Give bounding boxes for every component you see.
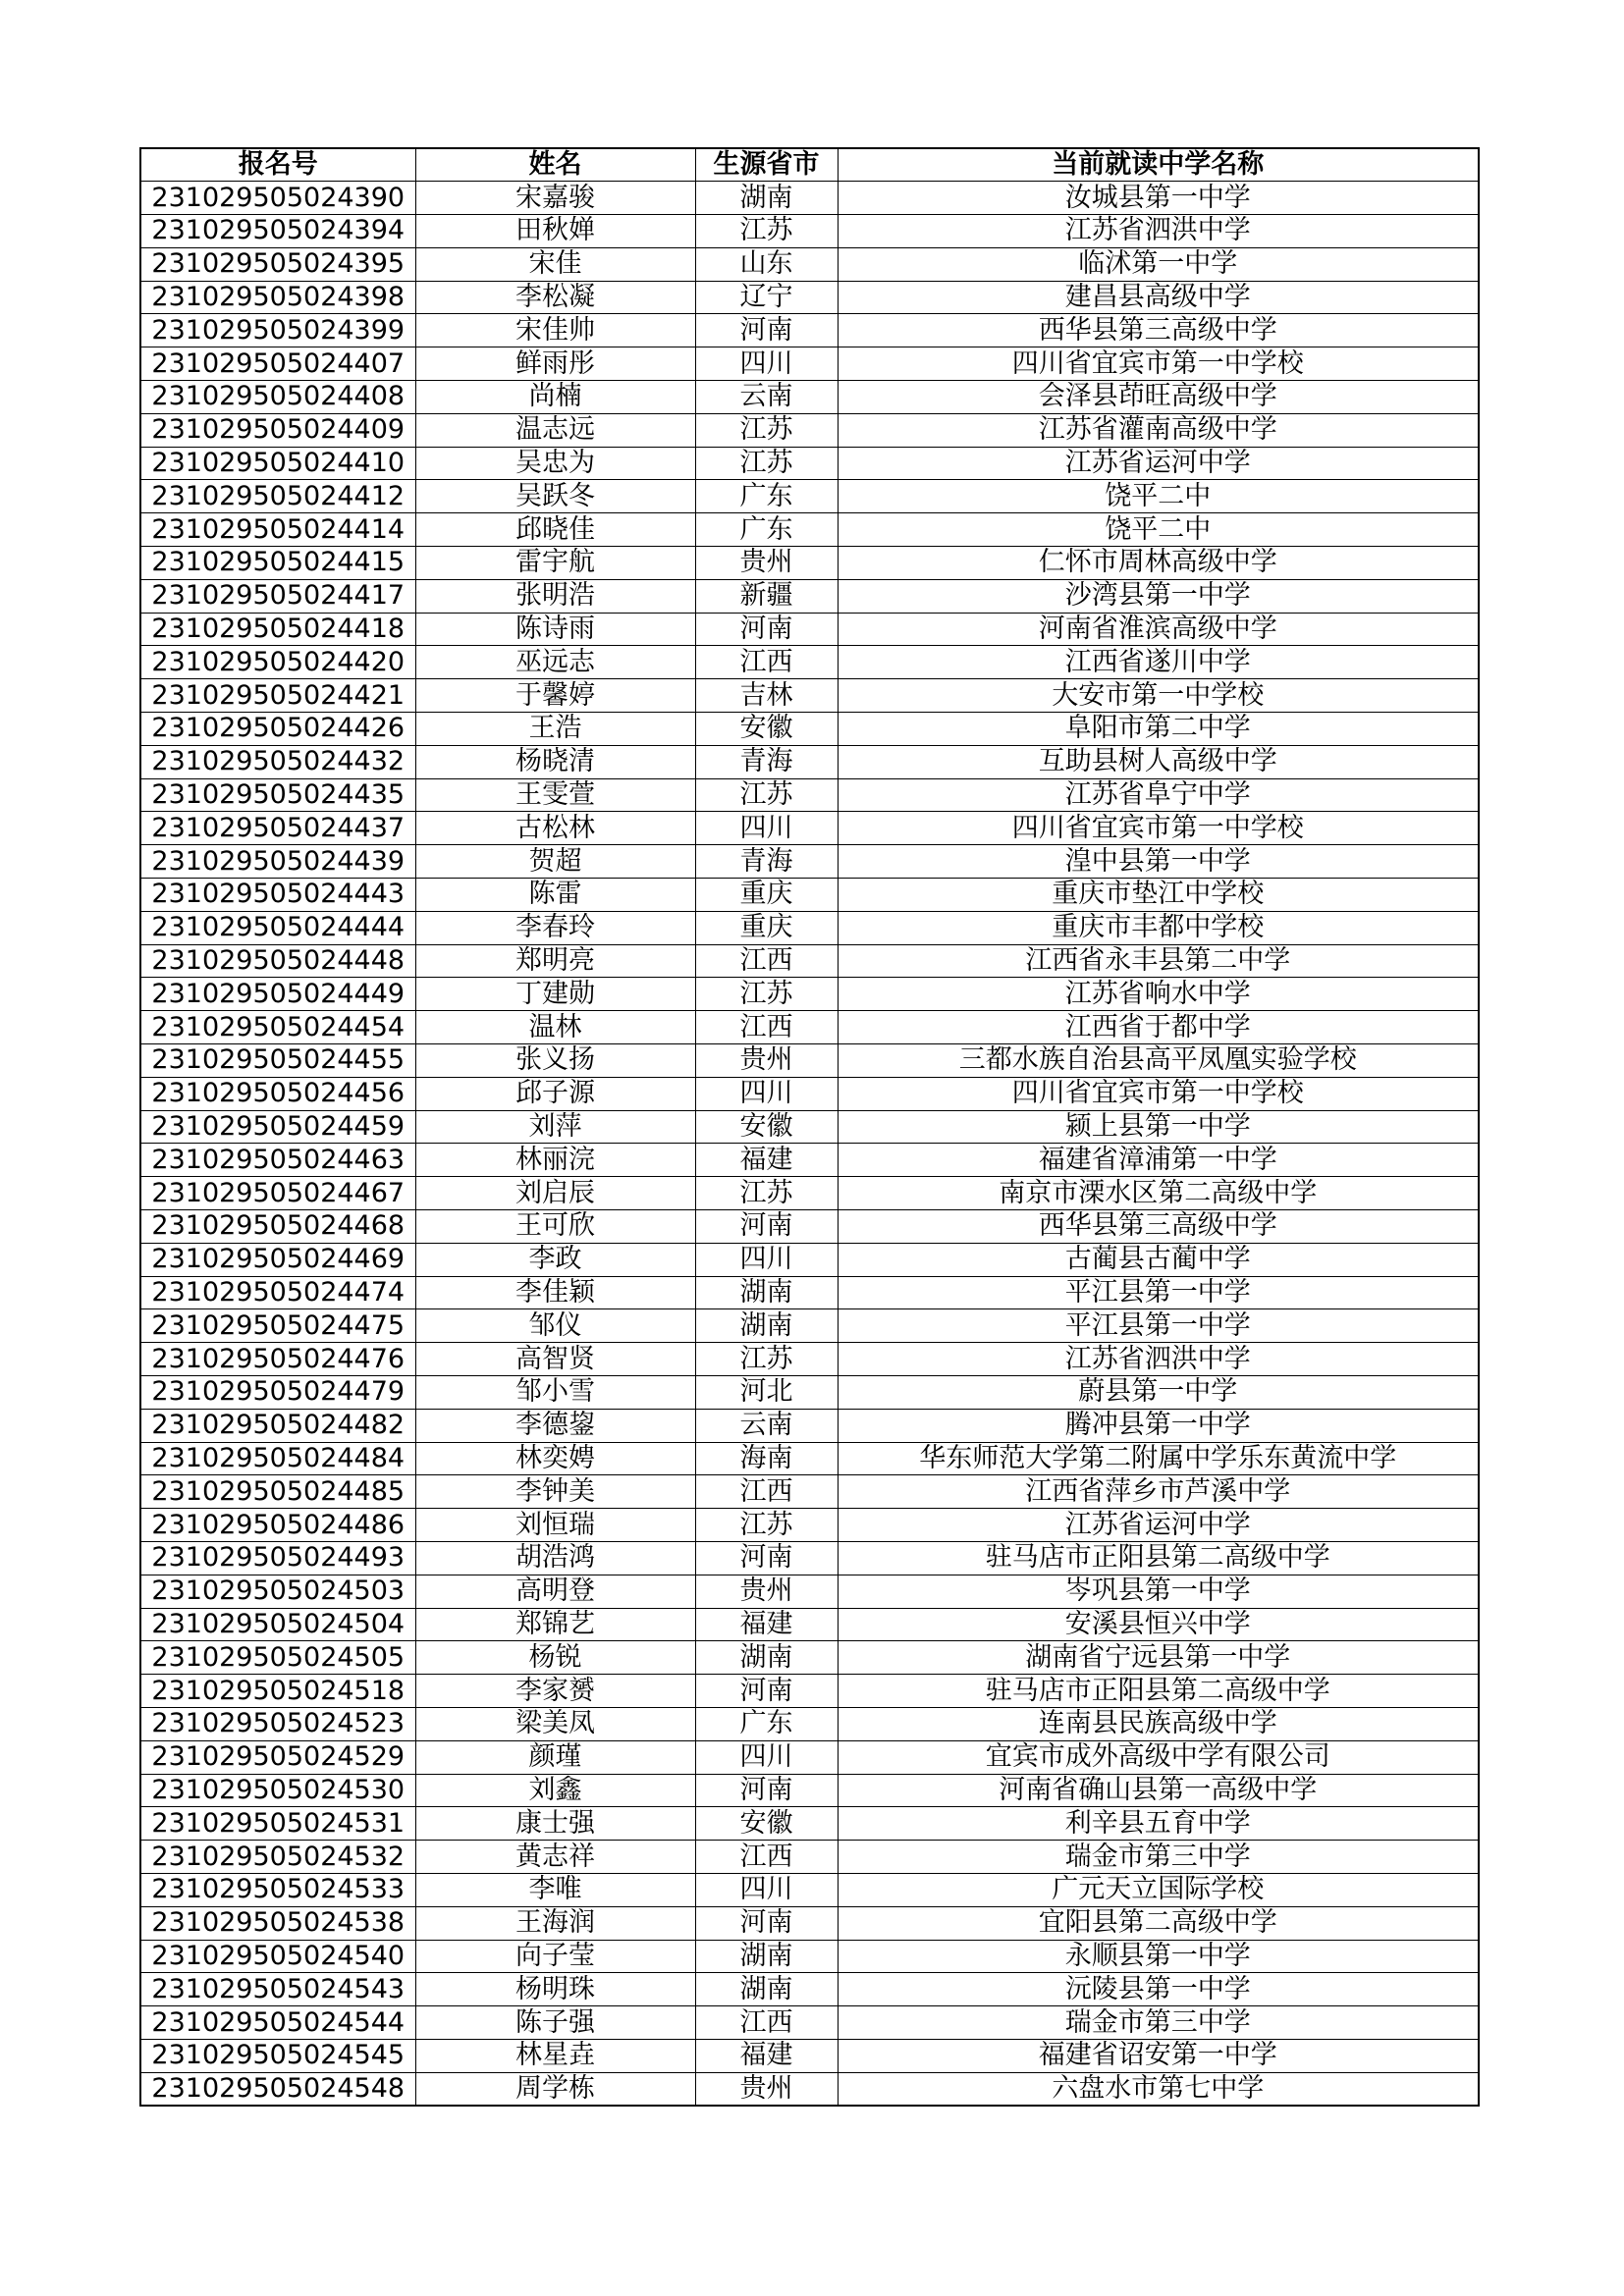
table-row — [140, 2072, 1479, 2106]
cell-registration-number: 231029505024426 — [140, 713, 415, 746]
table-row — [140, 2039, 1479, 2072]
cell-name: 邱子源 — [415, 1077, 695, 1110]
cell-school: 江苏省泗洪中学 — [838, 1343, 1479, 1376]
header-province: 生源省市 — [695, 148, 838, 182]
cell-name: 杨明珠 — [415, 1973, 695, 2006]
cell-registration-number: 231029505024412 — [140, 480, 415, 513]
cell-school: 永顺县第一中学 — [838, 1940, 1479, 1973]
registration-table — [139, 147, 1480, 2107]
cell-province: 江苏 — [695, 215, 838, 248]
cell-province: 湖南 — [695, 1973, 838, 2006]
cell-province: 贵州 — [695, 547, 838, 580]
cell-school: 江西省萍乡市芦溪中学 — [838, 1475, 1479, 1509]
cell-school: 饶平二中 — [838, 513, 1479, 547]
cell-registration-number: 231029505024463 — [140, 1144, 415, 1177]
cell-registration-number: 231029505024503 — [140, 1575, 415, 1608]
cell-name: 康士强 — [415, 1807, 695, 1841]
cell-name: 胡浩鸿 — [415, 1541, 695, 1575]
cell-province: 安徽 — [695, 1110, 838, 1144]
cell-province: 四川 — [695, 1873, 838, 1906]
cell-province: 河南 — [695, 613, 838, 646]
cell-school: 江西省遂川中学 — [838, 646, 1479, 679]
cell-province: 福建 — [695, 1608, 838, 1641]
cell-province: 江西 — [695, 1475, 838, 1509]
cell-school: 江苏省灌南高级中学 — [838, 413, 1479, 447]
cell-registration-number: 231029505024529 — [140, 1740, 415, 1774]
cell-registration-number: 231029505024409 — [140, 413, 415, 447]
cell-registration-number: 231029505024531 — [140, 1807, 415, 1841]
cell-registration-number: 231029505024493 — [140, 1541, 415, 1575]
table-row — [140, 480, 1479, 513]
table-row — [140, 978, 1479, 1011]
cell-name: 李德鋆 — [415, 1409, 695, 1442]
cell-name: 李家赟 — [415, 1675, 695, 1708]
cell-name: 高智贤 — [415, 1343, 695, 1376]
cell-school: 大安市第一中学校 — [838, 679, 1479, 713]
table-row — [140, 182, 1479, 215]
table-row — [140, 1675, 1479, 1708]
table-row — [140, 646, 1479, 679]
cell-province: 河南 — [695, 1774, 838, 1807]
cell-school: 仁怀市周林高级中学 — [838, 547, 1479, 580]
cell-province: 江西 — [695, 646, 838, 679]
cell-registration-number: 231029505024538 — [140, 1906, 415, 1940]
cell-name: 黄志祥 — [415, 1841, 695, 1874]
cell-name: 李唯 — [415, 1873, 695, 1906]
cell-province: 四川 — [695, 1243, 838, 1276]
cell-province: 江西 — [695, 1841, 838, 1874]
cell-registration-number: 231029505024459 — [140, 1110, 415, 1144]
cell-registration-number: 231029505024443 — [140, 879, 415, 912]
cell-registration-number: 231029505024523 — [140, 1707, 415, 1740]
cell-school: 利辛县五育中学 — [838, 1807, 1479, 1841]
table-row — [140, 1541, 1479, 1575]
cell-registration-number: 231029505024484 — [140, 1442, 415, 1475]
cell-registration-number: 231029505024437 — [140, 812, 415, 845]
cell-province: 安徽 — [695, 1807, 838, 1841]
cell-province: 江苏 — [695, 447, 838, 480]
cell-registration-number: 231029505024398 — [140, 281, 415, 314]
cell-school: 广元天立国际学校 — [838, 1873, 1479, 1906]
cell-school: 饶平二中 — [838, 480, 1479, 513]
cell-school: 福建省诏安第一中学 — [838, 2039, 1479, 2072]
cell-province: 河北 — [695, 1375, 838, 1409]
cell-school: 建昌县高级中学 — [838, 281, 1479, 314]
cell-name: 郑明亮 — [415, 944, 695, 978]
cell-name: 杨晓清 — [415, 745, 695, 778]
cell-name: 温志远 — [415, 413, 695, 447]
cell-school: 江苏省运河中学 — [838, 1509, 1479, 1542]
table-row — [140, 1873, 1479, 1906]
cell-school: 驻马店市正阳县第二高级中学 — [838, 1675, 1479, 1708]
table-row — [140, 1177, 1479, 1210]
cell-school: 驻马店市正阳县第二高级中学 — [838, 1541, 1479, 1575]
table-row — [140, 1807, 1479, 1841]
cell-province: 江苏 — [695, 1343, 838, 1376]
cell-name: 贺超 — [415, 845, 695, 879]
cell-name: 刘萍 — [415, 1110, 695, 1144]
table-row — [140, 547, 1479, 580]
cell-school: 江西省永丰县第二中学 — [838, 944, 1479, 978]
table-row — [140, 1442, 1479, 1475]
cell-province: 贵州 — [695, 2072, 838, 2106]
header-row — [140, 148, 1479, 182]
header-school: 当前就读中学名称 — [838, 148, 1479, 182]
cell-school: 四川省宜宾市第一中学校 — [838, 812, 1479, 845]
cell-province: 江苏 — [695, 778, 838, 812]
cell-province: 江苏 — [695, 413, 838, 447]
cell-name: 李春玲 — [415, 911, 695, 944]
cell-school: 华东师范大学第二附属中学乐东黄流中学 — [838, 1442, 1479, 1475]
cell-school: 古蔺县古蔺中学 — [838, 1243, 1479, 1276]
cell-name: 巫远志 — [415, 646, 695, 679]
cell-registration-number: 231029505024505 — [140, 1641, 415, 1675]
cell-registration-number: 231029505024532 — [140, 1841, 415, 1874]
cell-school: 四川省宜宾市第一中学校 — [838, 347, 1479, 381]
cell-registration-number: 231029505024474 — [140, 1276, 415, 1309]
table-row — [140, 215, 1479, 248]
table-row — [140, 879, 1479, 912]
cell-school: 河南省确山县第一高级中学 — [838, 1774, 1479, 1807]
cell-registration-number: 231029505024399 — [140, 314, 415, 347]
cell-name: 陈诗雨 — [415, 613, 695, 646]
table-row — [140, 1144, 1479, 1177]
cell-name: 梁美凤 — [415, 1707, 695, 1740]
cell-province: 福建 — [695, 2039, 838, 2072]
header-name: 姓名 — [415, 148, 695, 182]
cell-registration-number: 231029505024394 — [140, 215, 415, 248]
cell-province: 湖南 — [695, 182, 838, 215]
table-row — [140, 2006, 1479, 2040]
cell-name: 王可欣 — [415, 1210, 695, 1244]
cell-name: 吴跃冬 — [415, 480, 695, 513]
cell-province: 重庆 — [695, 879, 838, 912]
cell-school: 蔚县第一中学 — [838, 1375, 1479, 1409]
cell-registration-number: 231029505024518 — [140, 1675, 415, 1708]
cell-province: 重庆 — [695, 911, 838, 944]
cell-name: 古松林 — [415, 812, 695, 845]
cell-province: 江西 — [695, 2006, 838, 2040]
cell-province: 湖南 — [695, 1276, 838, 1309]
table-row — [140, 281, 1479, 314]
cell-registration-number: 231029505024418 — [140, 613, 415, 646]
table-row — [140, 1210, 1479, 1244]
cell-name: 邹仪 — [415, 1309, 695, 1343]
table-row — [140, 944, 1479, 978]
cell-school: 连南县民族高级中学 — [838, 1707, 1479, 1740]
cell-school: 江苏省泗洪中学 — [838, 215, 1479, 248]
cell-registration-number: 231029505024482 — [140, 1409, 415, 1442]
table-row — [140, 1011, 1479, 1044]
table-row — [140, 1608, 1479, 1641]
cell-name: 温林 — [415, 1011, 695, 1044]
cell-province: 新疆 — [695, 579, 838, 613]
cell-school: 岑巩县第一中学 — [838, 1575, 1479, 1608]
cell-school: 临沭第一中学 — [838, 247, 1479, 281]
cell-name: 林星垚 — [415, 2039, 695, 2072]
cell-province: 湖南 — [695, 1309, 838, 1343]
cell-province: 辽宁 — [695, 281, 838, 314]
table-row — [140, 1475, 1479, 1509]
table-row — [140, 812, 1479, 845]
cell-province: 吉林 — [695, 679, 838, 713]
cell-province: 河南 — [695, 314, 838, 347]
table-row — [140, 1774, 1479, 1807]
cell-province: 四川 — [695, 1740, 838, 1774]
cell-name: 尚楠 — [415, 381, 695, 414]
cell-school: 江苏省运河中学 — [838, 447, 1479, 480]
table-row — [140, 1309, 1479, 1343]
cell-province: 福建 — [695, 1144, 838, 1177]
cell-province: 四川 — [695, 347, 838, 381]
cell-name: 吴忠为 — [415, 447, 695, 480]
cell-registration-number: 231029505024545 — [140, 2039, 415, 2072]
cell-name: 刘启辰 — [415, 1177, 695, 1210]
cell-name: 林奕娉 — [415, 1442, 695, 1475]
table-row — [140, 1375, 1479, 1409]
table-row — [140, 1343, 1479, 1376]
cell-name: 王海润 — [415, 1906, 695, 1940]
cell-name: 李佳颖 — [415, 1276, 695, 1309]
cell-school: 重庆市丰都中学校 — [838, 911, 1479, 944]
table-row — [140, 1044, 1479, 1078]
cell-province: 四川 — [695, 812, 838, 845]
cell-school: 重庆市垫江中学校 — [838, 879, 1479, 912]
cell-province: 湖南 — [695, 1940, 838, 1973]
cell-name: 李政 — [415, 1243, 695, 1276]
table-row — [140, 1841, 1479, 1874]
cell-province: 广东 — [695, 480, 838, 513]
table-row — [140, 1110, 1479, 1144]
cell-name: 王浩 — [415, 713, 695, 746]
cell-name: 宋嘉骏 — [415, 182, 695, 215]
cell-school: 瑞金市第三中学 — [838, 2006, 1479, 2040]
cell-registration-number: 231029505024533 — [140, 1873, 415, 1906]
cell-school: 西华县第三高级中学 — [838, 1210, 1479, 1244]
table-row — [140, 1243, 1479, 1276]
table-row — [140, 1575, 1479, 1608]
table-row — [140, 1940, 1479, 1973]
cell-registration-number: 231029505024420 — [140, 646, 415, 679]
cell-school: 西华县第三高级中学 — [838, 314, 1479, 347]
cell-province: 河南 — [695, 1210, 838, 1244]
cell-province: 河南 — [695, 1541, 838, 1575]
cell-province: 广东 — [695, 1707, 838, 1740]
cell-name: 张义扬 — [415, 1044, 695, 1078]
table-row — [140, 613, 1479, 646]
cell-province: 河南 — [695, 1906, 838, 1940]
table-row — [140, 1707, 1479, 1740]
cell-province: 江苏 — [695, 978, 838, 1011]
table-row — [140, 1906, 1479, 1940]
cell-province: 湖南 — [695, 1641, 838, 1675]
cell-registration-number: 231029505024449 — [140, 978, 415, 1011]
cell-province: 广东 — [695, 513, 838, 547]
cell-registration-number: 231029505024469 — [140, 1243, 415, 1276]
cell-school: 会泽县茚旺高级中学 — [838, 381, 1479, 414]
cell-school: 六盘水市第七中学 — [838, 2072, 1479, 2106]
cell-school: 湖南省宁远县第一中学 — [838, 1641, 1479, 1675]
cell-province: 安徽 — [695, 713, 838, 746]
cell-name: 杨锐 — [415, 1641, 695, 1675]
cell-registration-number: 231029505024540 — [140, 1940, 415, 1973]
table-row — [140, 745, 1479, 778]
cell-school: 三都水族自治县高平凤凰实验学校 — [838, 1044, 1479, 1078]
cell-name: 林丽浣 — [415, 1144, 695, 1177]
cell-registration-number: 231029505024485 — [140, 1475, 415, 1509]
cell-registration-number: 231029505024468 — [140, 1210, 415, 1244]
cell-name: 丁建勋 — [415, 978, 695, 1011]
cell-registration-number: 231029505024414 — [140, 513, 415, 547]
cell-registration-number: 231029505024543 — [140, 1973, 415, 2006]
cell-name: 颜瑾 — [415, 1740, 695, 1774]
cell-name: 刘恒瑞 — [415, 1509, 695, 1542]
cell-registration-number: 231029505024548 — [140, 2072, 415, 2106]
cell-province: 贵州 — [695, 1575, 838, 1608]
cell-province: 贵州 — [695, 1044, 838, 1078]
table-row — [140, 247, 1479, 281]
cell-school: 汝城县第一中学 — [838, 182, 1479, 215]
table-row — [140, 845, 1479, 879]
cell-name: 高明登 — [415, 1575, 695, 1608]
cell-registration-number: 231029505024448 — [140, 944, 415, 978]
cell-registration-number: 231029505024476 — [140, 1343, 415, 1376]
table-row — [140, 1276, 1479, 1309]
table-row — [140, 911, 1479, 944]
cell-school: 腾冲县第一中学 — [838, 1409, 1479, 1442]
table-row — [140, 1641, 1479, 1675]
cell-school: 湟中县第一中学 — [838, 845, 1479, 879]
table-row — [140, 778, 1479, 812]
cell-province: 海南 — [695, 1442, 838, 1475]
cell-registration-number: 231029505024530 — [140, 1774, 415, 1807]
table-row — [140, 713, 1479, 746]
cell-name: 李松凝 — [415, 281, 695, 314]
cell-name: 郑锦艺 — [415, 1608, 695, 1641]
cell-registration-number: 231029505024407 — [140, 347, 415, 381]
table-row — [140, 1409, 1479, 1442]
cell-school: 福建省漳浦第一中学 — [838, 1144, 1479, 1177]
cell-registration-number: 231029505024456 — [140, 1077, 415, 1110]
cell-registration-number: 231029505024417 — [140, 579, 415, 613]
cell-school: 四川省宜宾市第一中学校 — [838, 1077, 1479, 1110]
cell-name: 李钟美 — [415, 1475, 695, 1509]
cell-province: 河南 — [695, 1675, 838, 1708]
cell-name: 张明浩 — [415, 579, 695, 613]
cell-registration-number: 231029505024432 — [140, 745, 415, 778]
cell-name: 刘鑫 — [415, 1774, 695, 1807]
cell-school: 平江县第一中学 — [838, 1276, 1479, 1309]
cell-registration-number: 231029505024467 — [140, 1177, 415, 1210]
cell-province: 江苏 — [695, 1177, 838, 1210]
table-row — [140, 1740, 1479, 1774]
cell-registration-number: 231029505024504 — [140, 1608, 415, 1641]
table-row — [140, 513, 1479, 547]
cell-registration-number: 231029505024439 — [140, 845, 415, 879]
header-registration-number: 报名号 — [140, 148, 415, 182]
cell-name: 邹小雪 — [415, 1375, 695, 1409]
cell-province: 山东 — [695, 247, 838, 281]
cell-registration-number: 231029505024475 — [140, 1309, 415, 1343]
cell-registration-number: 231029505024408 — [140, 381, 415, 414]
cell-registration-number: 231029505024544 — [140, 2006, 415, 2040]
cell-province: 青海 — [695, 745, 838, 778]
cell-school: 沙湾县第一中学 — [838, 579, 1479, 613]
cell-name: 周学栋 — [415, 2072, 695, 2106]
cell-province: 江西 — [695, 1011, 838, 1044]
cell-school: 宜阳县第二高级中学 — [838, 1906, 1479, 1940]
cell-registration-number: 231029505024395 — [140, 247, 415, 281]
cell-name: 陈子强 — [415, 2006, 695, 2040]
cell-name: 向子莹 — [415, 1940, 695, 1973]
cell-school: 沅陵县第一中学 — [838, 1973, 1479, 2006]
cell-province: 云南 — [695, 1409, 838, 1442]
cell-school: 江苏省响水中学 — [838, 978, 1479, 1011]
cell-province: 青海 — [695, 845, 838, 879]
cell-name: 于馨婷 — [415, 679, 695, 713]
cell-registration-number: 231029505024421 — [140, 679, 415, 713]
cell-registration-number: 231029505024486 — [140, 1509, 415, 1542]
table-row — [140, 579, 1479, 613]
cell-school: 江西省于都中学 — [838, 1011, 1479, 1044]
table-row — [140, 1509, 1479, 1542]
cell-school: 阜阳市第二中学 — [838, 713, 1479, 746]
cell-registration-number: 231029505024454 — [140, 1011, 415, 1044]
cell-province: 四川 — [695, 1077, 838, 1110]
cell-name: 邱晓佳 — [415, 513, 695, 547]
cell-school: 平江县第一中学 — [838, 1309, 1479, 1343]
cell-registration-number: 231029505024410 — [140, 447, 415, 480]
cell-name: 雷宇航 — [415, 547, 695, 580]
cell-school: 江苏省阜宁中学 — [838, 778, 1479, 812]
cell-school: 南京市溧水区第二高级中学 — [838, 1177, 1479, 1210]
cell-province: 江苏 — [695, 1509, 838, 1542]
table-row — [140, 381, 1479, 414]
table-row — [140, 447, 1479, 480]
cell-school: 安溪县恒兴中学 — [838, 1608, 1479, 1641]
cell-name: 鲜雨彤 — [415, 347, 695, 381]
cell-school: 瑞金市第三中学 — [838, 1841, 1479, 1874]
cell-school: 互助县树人高级中学 — [838, 745, 1479, 778]
cell-registration-number: 231029505024444 — [140, 911, 415, 944]
cell-name: 宋佳帅 — [415, 314, 695, 347]
cell-school: 河南省淮滨高级中学 — [838, 613, 1479, 646]
cell-name: 宋佳 — [415, 247, 695, 281]
cell-registration-number: 231029505024455 — [140, 1044, 415, 1078]
cell-province: 云南 — [695, 381, 838, 414]
table-row — [140, 413, 1479, 447]
cell-registration-number: 231029505024415 — [140, 547, 415, 580]
cell-registration-number: 231029505024479 — [140, 1375, 415, 1409]
cell-name: 陈雷 — [415, 879, 695, 912]
cell-registration-number: 231029505024435 — [140, 778, 415, 812]
cell-province: 江西 — [695, 944, 838, 978]
cell-school: 颍上县第一中学 — [838, 1110, 1479, 1144]
table-row — [140, 1973, 1479, 2006]
cell-school: 宜宾市成外高级中学有限公司 — [838, 1740, 1479, 1774]
table-row — [140, 314, 1479, 347]
cell-name: 王雯萱 — [415, 778, 695, 812]
table-row — [140, 1077, 1479, 1110]
cell-name: 田秋婵 — [415, 215, 695, 248]
table-row — [140, 347, 1479, 381]
cell-registration-number: 231029505024390 — [140, 182, 415, 215]
table-row — [140, 679, 1479, 713]
